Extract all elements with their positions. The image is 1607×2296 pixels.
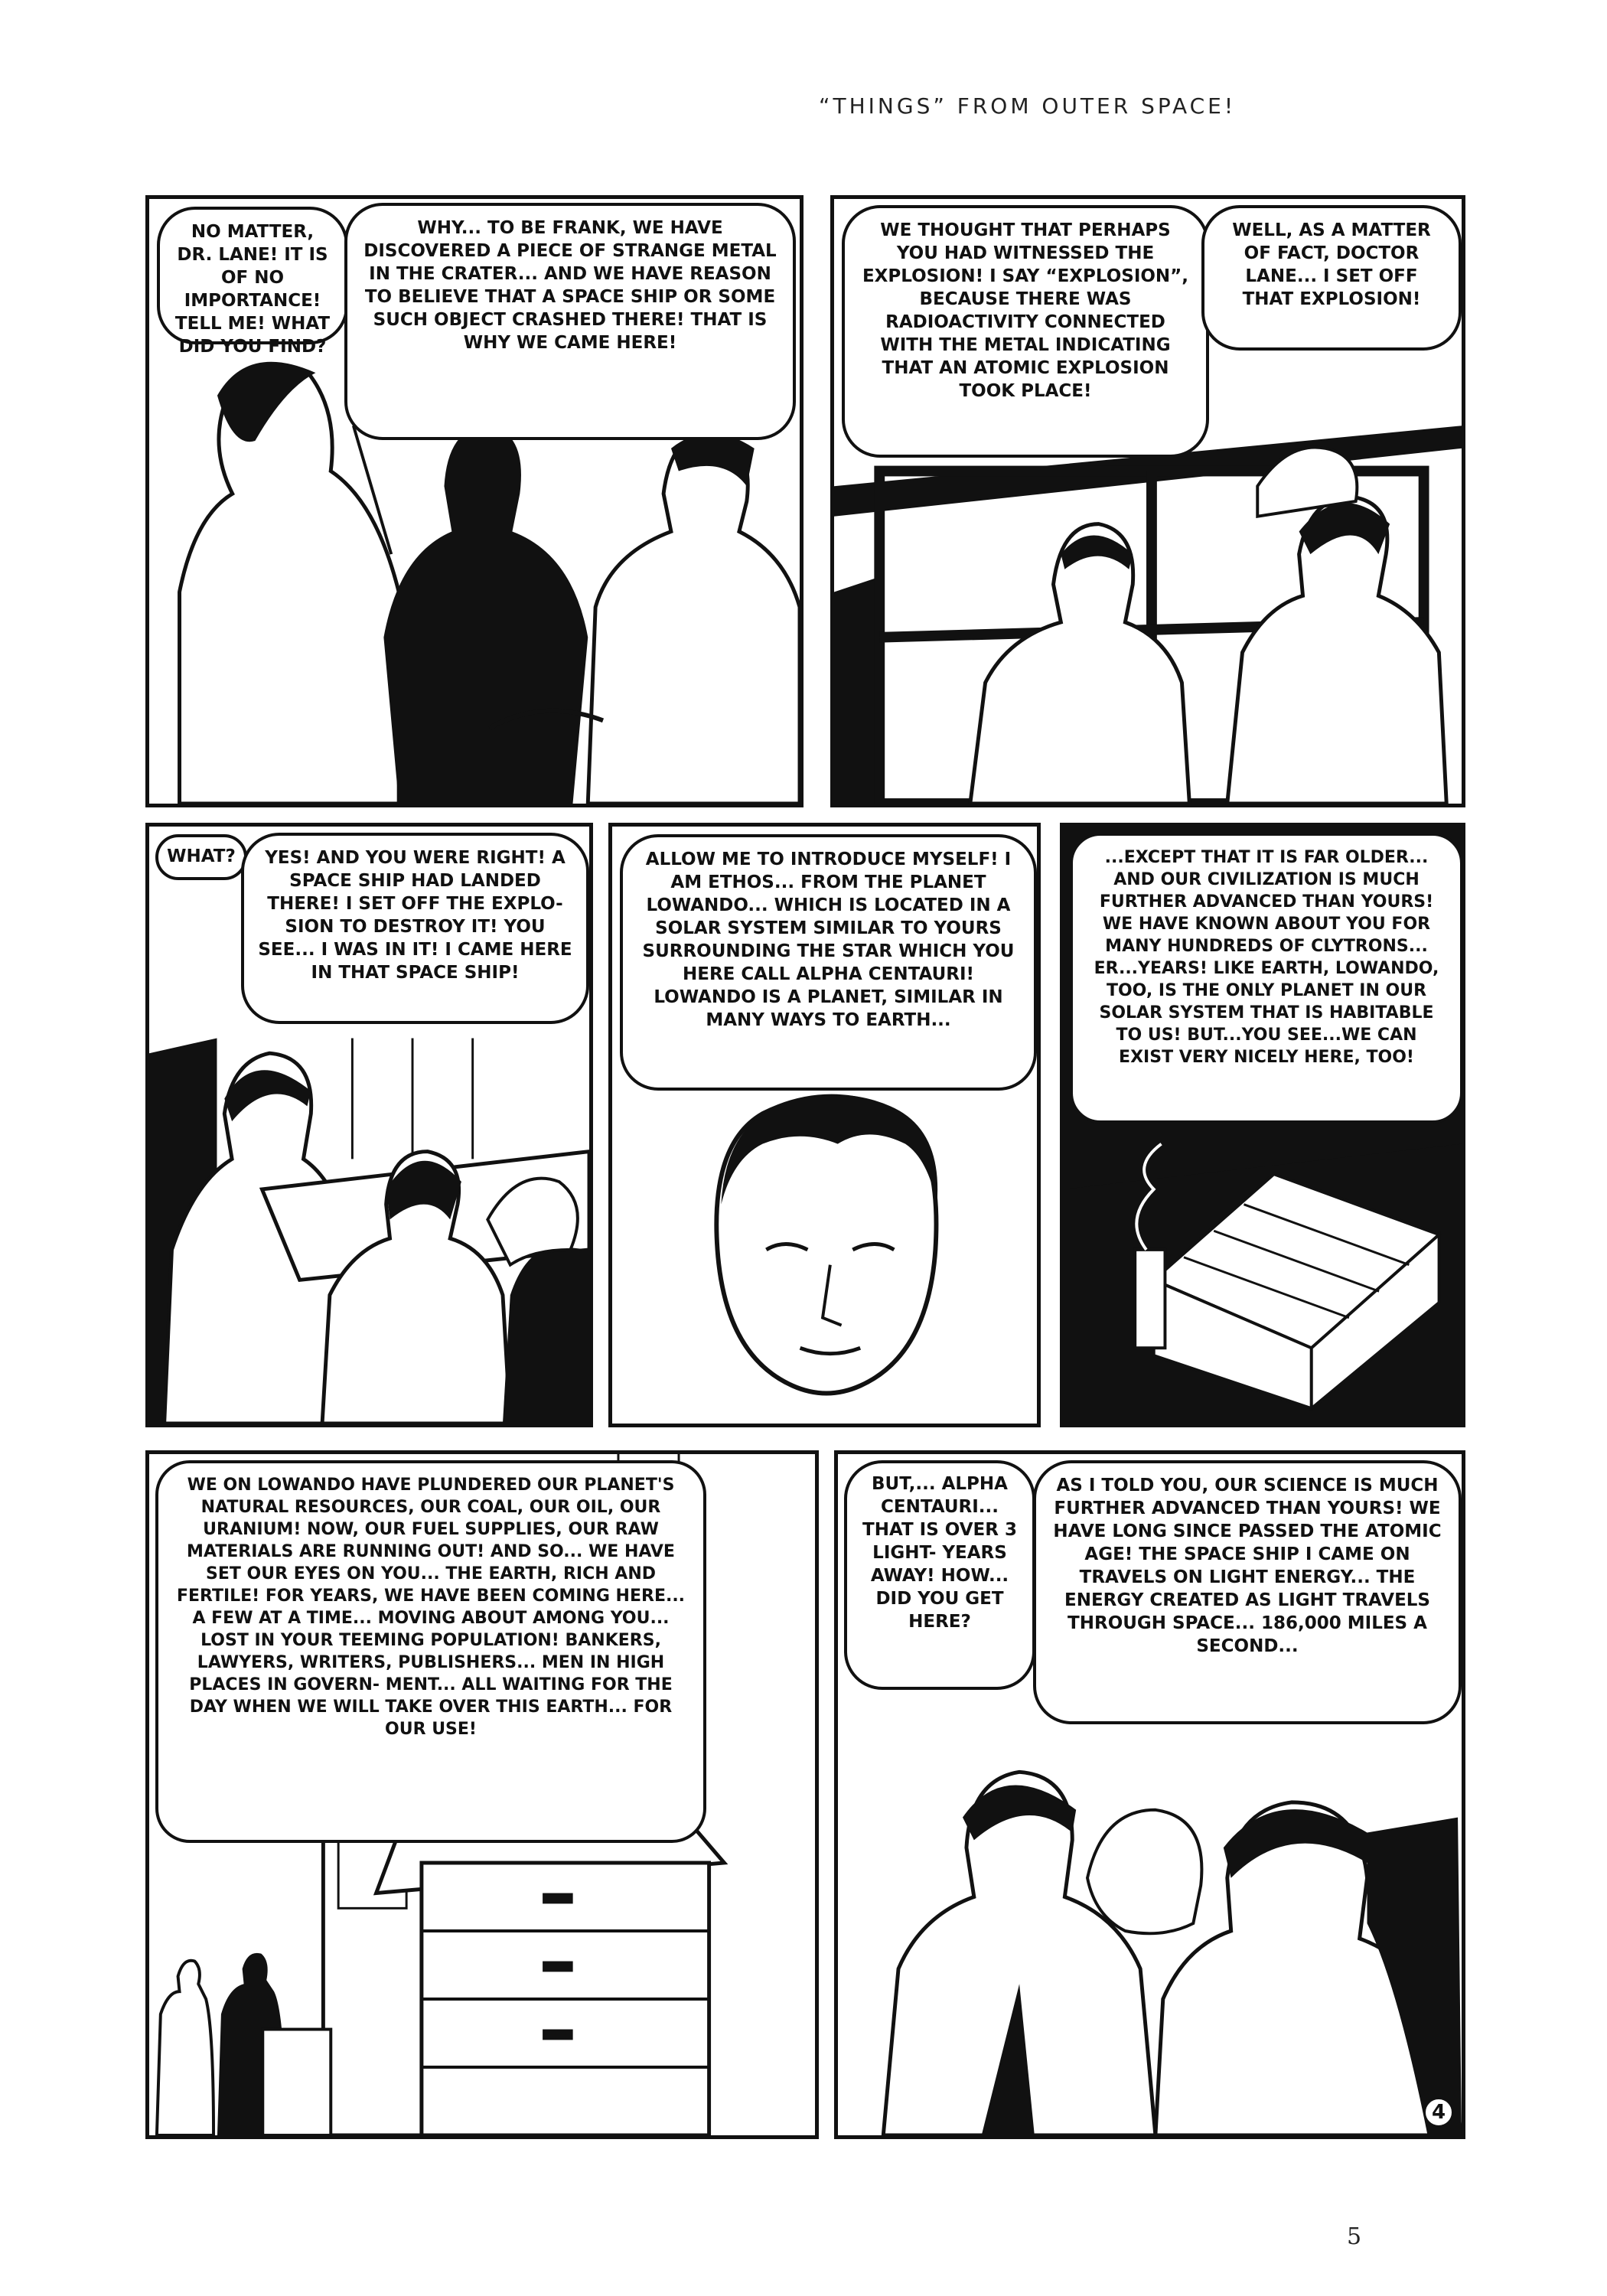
speech-balloon: AS I TOLD YOU, OUR SCIENCE IS MUCH FURTHER ADVANCED THAN YOURS! WE HAVE LONG SINCE PASSED THE ATOMIC AGE! THE SPACE SHIP I CAME ON TRAVELS ON LIGHT ENERGY... THE ENERGY CREATED AS LIGHT TRAVELS THROUGH SPACE... 186,000 MILES A SECOND...: [1033, 1460, 1462, 1724]
speech-balloon: WE THOUGHT THAT PERHAPS YOU HAD WITNESSED THE EXPLOSION! I SAY “EXPLOSION”, BECAUSE THERE WAS RADIOACTIVITY CONNECTED WITH THE METAL INDICATING THAT AN ATOMIC EXPLOSION TOOK PLACE!: [842, 205, 1209, 458]
art-page-number: 4: [1423, 2097, 1454, 2128]
panel-6: [145, 1450, 819, 2139]
speech-balloon: WHY... TO BE FRANK, WE HAVE DISCOVERED A PIECE OF STRANGE METAL IN THE CRATER... AND WE HAVE REASON TO BELIEVE THAT A SPACE SHIP OR SOME SUCH OBJECT CRASHED THERE! THAT IS WHY WE CAME HERE!: [344, 203, 796, 440]
speech-balloon: NO MATTER, DR. LANE! IT IS OF NO IMPORTANCE! TELL ME! WHAT DID YOU FIND?: [157, 207, 348, 344]
page-number: 5: [1347, 2223, 1362, 2250]
panel-3: [145, 823, 593, 1427]
speech-balloon: WELL, AS A MATTER OF FACT, DOCTOR LANE... I SET OFF THAT EXPLOSION!: [1201, 205, 1462, 351]
speech-balloon: WHAT?: [155, 834, 247, 880]
panel-1: [145, 195, 804, 807]
running-head: “THINGS” FROM OUTER SPACE!: [819, 93, 1237, 119]
speech-balloon: ALLOW ME TO INTRODUCE MYSELF! I AM ETHOS... FROM THE PLANET LOWANDO... WHICH IS LOCATED IN A SOLAR SYSTEM SIMILAR TO YOURS SURROUNDING THE STAR WHICH YOU HERE CALL ALPHA CENTAURI! LOWANDO IS A PLANET, SIMILAR IN MANY WAYS TO EARTH...: [620, 834, 1037, 1091]
panel-5: [1060, 823, 1465, 1427]
speech-balloon: BUT,... ALPHA CENTAURI... THAT IS OVER 3 LIGHT- YEARS AWAY! HOW... DID YOU GET HERE?: [844, 1460, 1035, 1690]
speech-balloon: YES! AND YOU WERE RIGHT! A SPACE SHIP HAD LANDED THERE! I SET OFF THE EXPLO- SION TO DESTROY IT! YOU SEE... I WAS IN IT! I CAME HERE IN THAT SPACE SHIP!: [241, 833, 589, 1024]
speech-balloon: WE ON LOWANDO HAVE PLUNDERED OUR PLANET'S NATURAL RESOURCES, OUR COAL, OUR OIL, OUR URANIUM! NOW, OUR FUEL SUPPLIES, OUR RAW MATERIALS ARE RUNNING OUT! AND SO... WE HAVE SET OUR EYES ON YOU... THE EARTH, RICH AND FERTILE! FOR YEARS, WE HAVE BEEN COMING HERE... A FEW AT A TIME... MOVING ABOUT AMONG YOU... LOST IN YOUR TEEMING POPULATION! BANKERS, LAWYERS, WRITERS, PUBLISHERS... MEN IN HIGH PLACES IN GOVERN- MENT... ALL WAITING FOR THE DAY WHEN WE WILL TAKE OVER THIS EARTH... FOR OUR USE!: [155, 1460, 706, 1843]
panel-2: [830, 195, 1465, 807]
panel-7: [834, 1450, 1465, 2139]
panel-4: [608, 823, 1041, 1427]
speech-balloon: ...EXCEPT THAT IT IS FAR OLDER... AND OUR CIVILIZATION IS MUCH FURTHER ADVANCED THAN YOURS! WE HAVE KNOWN ABOUT YOU FOR MANY HUNDREDS OF CLYTRONS... ER...YEARS! LIKE EARTH, LOWANDO, TOO, IS THE ONLY PLANET IN OUR SOLAR SYSTEM THAT IS HABITABLE TO US! BUT...YOU SEE...WE CAN EXIST VERY NICELY HERE, TOO!: [1070, 833, 1463, 1124]
